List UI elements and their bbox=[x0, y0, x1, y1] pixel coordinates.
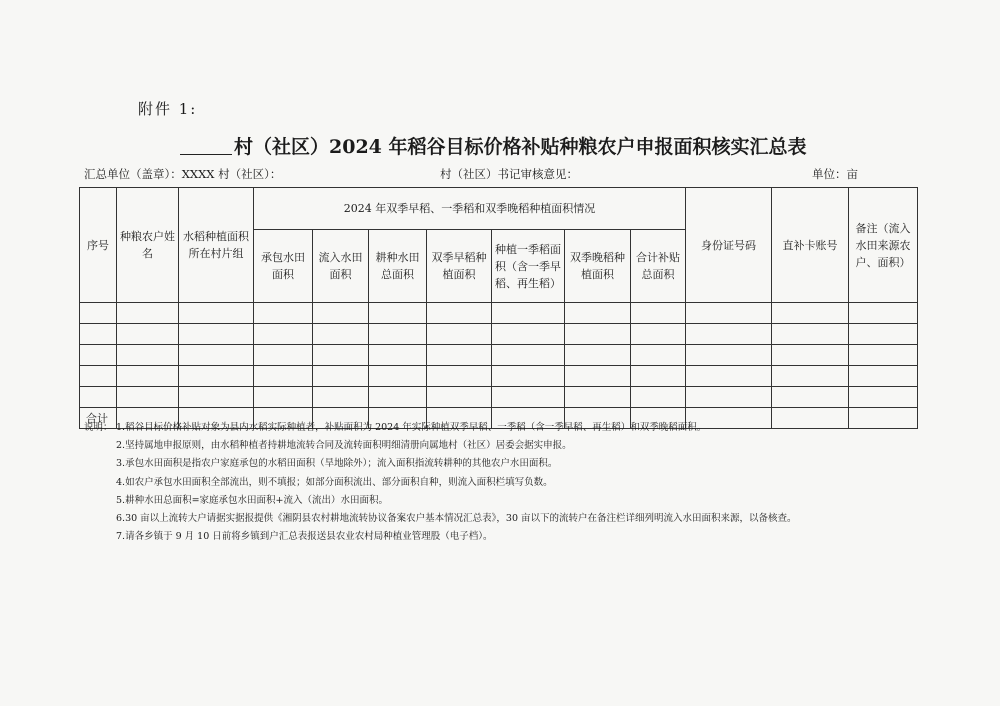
col-header-total-cultivated: 耕种水田总面积 bbox=[369, 230, 427, 303]
col-header-farmer-name: 种粮农户姓名 bbox=[117, 188, 179, 303]
note-item: 7.请各乡镇于 9 月 10 日前将乡镇到户汇总表报送县农业农村局种植业管理股（电子档）。 bbox=[116, 531, 493, 543]
summary-unit-field: 汇总单位（盖章）：XXXX 村（社区）： bbox=[84, 167, 282, 181]
note-item: 3.承包水田面积是指农户家庭承包的水稻田面积（旱地除外）；流入面积指流转耕种的其他农户水田面积。 bbox=[116, 458, 558, 470]
col-header-single-rice: 种植一季稻面积（含一季早稻、再生稻） bbox=[492, 230, 565, 303]
note-item: 5.耕种水田总面积=家庭承包水田面积+流入（流出）水田面积。 bbox=[116, 494, 388, 506]
notes-list bbox=[84, 419, 964, 546]
table-row bbox=[80, 324, 918, 345]
col-header-inflow-area: 流入水田面积 bbox=[313, 230, 369, 303]
village-name-blank[interactable] bbox=[180, 136, 232, 155]
col-header-subsidy-total: 合计补贴总面积 bbox=[631, 230, 686, 303]
note-item: 4.如农户承包水田面积全部流出，则不填报；如部分面积流出、部分面积自种，则流入面积栏填写负数。 bbox=[116, 476, 553, 488]
col-header-late-rice: 双季晚稻种植面积 bbox=[565, 230, 631, 303]
attachment-label: 附件 1: bbox=[138, 100, 198, 118]
total-label: 合计 bbox=[80, 408, 117, 429]
table-row bbox=[80, 366, 918, 387]
col-header-seq: 序号 bbox=[80, 188, 117, 303]
note-item: 6.30 亩以上流转大户请据实据报提供《湘阴县农村耕地流转协议备案农户基本情况汇总表》，30 亩以下的流转户在备注栏详细列明流入水田面积来源，以备核查。 bbox=[116, 513, 797, 525]
notes-section bbox=[84, 419, 964, 546]
form-title-text: 村（社区）2024 年稻谷目标价格补贴种粮农户申报面积核实汇总表 bbox=[234, 136, 807, 158]
col-header-remarks: 备注（流入水田来源农户、面积） bbox=[849, 188, 918, 303]
note-item: 2.坚持属地申报原则，由水稻种植者持耕地流转合同及流转面积明细清册向属地村（社区）居委会据实申报。 bbox=[116, 440, 572, 452]
unit-of-measure: 单位：亩 bbox=[812, 167, 858, 181]
notes-label: 说明： bbox=[84, 422, 113, 433]
col-header-early-rice: 双季早稻种植面积 bbox=[427, 230, 492, 303]
header-row-1 bbox=[80, 188, 918, 230]
col-header-id-number: 身份证号码 bbox=[686, 188, 772, 303]
col-header-card-number: 直补卡账号 bbox=[772, 188, 849, 303]
secretary-review-field: 村（社区）书记审核意见： bbox=[440, 167, 578, 181]
table-row bbox=[80, 387, 918, 408]
note-item: 1.稻谷目标价格补贴对象为县内水稻实际种植者，补贴面积为 2024 年实际种植双季早稻、一季稻（含一季早稻、再生稻）和双季晚稻面积。 bbox=[116, 422, 707, 433]
col-header-location: 水稻种植面积所在村片组 bbox=[179, 188, 254, 303]
col-header-contracted-area: 承包水田面积 bbox=[254, 230, 313, 303]
table-row bbox=[80, 303, 918, 324]
summary-table bbox=[79, 187, 918, 429]
form-title bbox=[180, 132, 807, 159]
table-row bbox=[80, 345, 918, 366]
col-header-area-group: 2024 年双季早稻、一季稻和双季晚稻种植面积情况 bbox=[254, 188, 686, 230]
